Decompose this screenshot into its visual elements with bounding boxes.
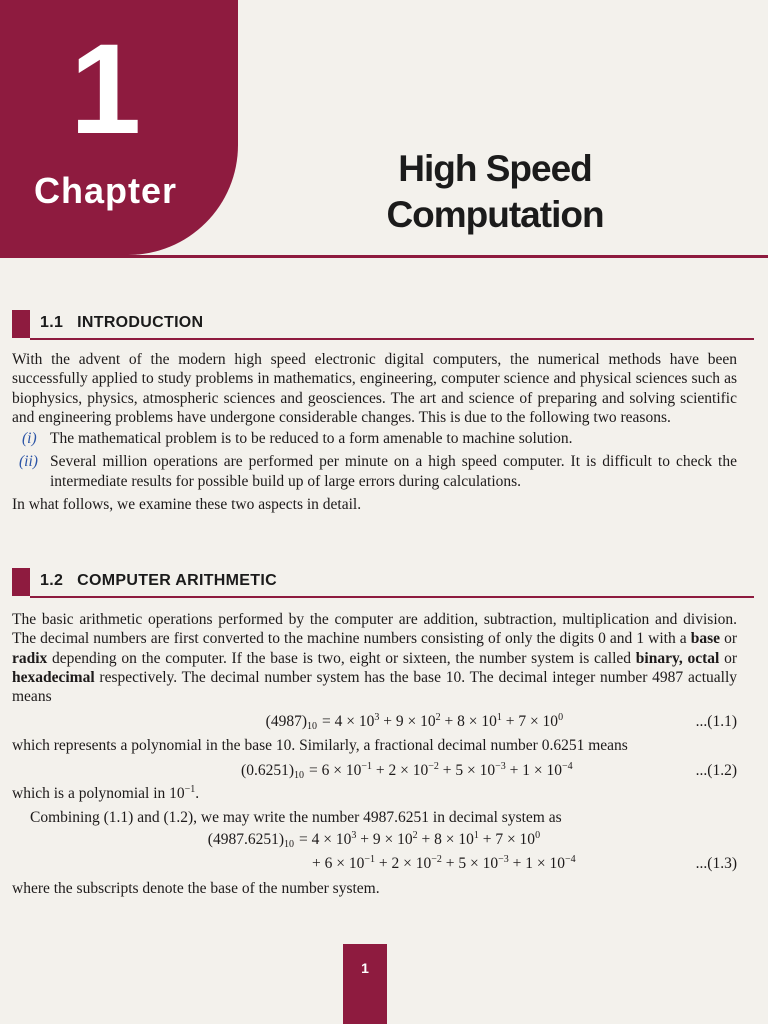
section-number: 1.1 — [40, 314, 64, 331]
computer-arithmetic-body — [12, 610, 737, 899]
list-item-text: The mathematical problem is to be reduced to a form amenable to machine solution. — [50, 430, 573, 448]
arithmetic-text: which is a polynomial in $10^{-1}$. — [12, 783, 200, 802]
equation-1-3 — [12, 830, 737, 851]
chapter-banner — [0, 0, 238, 255]
introduction-body — [12, 350, 737, 514]
section-heading-computer-arithmetic — [12, 566, 754, 596]
term-hexadecimal: hexadecimal — [12, 668, 95, 686]
list-marker: (ii) — [19, 453, 38, 471]
term-radix: radix — [12, 649, 48, 667]
term-binary: binary, — [635, 649, 683, 667]
section-marker-bar — [12, 568, 30, 596]
equation-1-1 — [12, 712, 737, 733]
section-title: COMPUTER ARITHMETIC — [77, 572, 277, 589]
arithmetic-text: Combining (1.1) and (1.2), we may write the number 4987.6251 in decimal system as — [30, 809, 562, 827]
equation-number: ...(1.1) — [695, 713, 737, 731]
equation-rhs: = $6 \times 10^{-1} + 2 \times 10^{-2} + 5 \times 10^{-3} + 1 \times 10^{-4}$ — [309, 760, 573, 779]
section-heading-introduction — [12, 308, 754, 338]
arithmetic-text: which represents a polynomial in the base 10. Similarly, a fractional decimal number 0.6251 means — [12, 737, 628, 755]
chapter-title — [360, 146, 630, 238]
arithmetic-paragraph: The basic arithmetic operations performed by the computer are addition, subtraction, multiplication and division. The decimal numbers are first converted to the machine numbers consisting of only the digits 0 and 1 with a base or radix depending on the computer. If the base is two, eight or sixteen, the number system is called binary, octal or hexadecimal respectively. The decimal number system has the base 10. The decimal integer number 4987 actually means — [12, 611, 738, 706]
equation-rhs-line-2: + $6 \times 10^{-1} + 2 \times 10^{-2} + 5 \times 10^{-3} + 1 \times 10^{-4}$ — [312, 854, 576, 873]
equation-lhs: $(0.6251)_{10}$ — [241, 761, 304, 781]
list-item-text: Several million operations are performed per minute on a high speed computer. It is difficult to check the intermediate results for possible build up of large errors during calculations. — [50, 453, 737, 490]
section-marker-bar — [12, 310, 30, 338]
term-octal: octal — [687, 649, 720, 667]
term-base: base — [690, 630, 721, 648]
equation-rhs: = $4 \times 10^3 + 9 \times 10^2 + 8 \times 10^1 + 7 \times 10^0$ — [322, 712, 564, 731]
equation-1-3-continued — [12, 854, 737, 875]
chapter-title-line-2: Computation — [386, 194, 604, 235]
equation-number: ...(1.3) — [695, 855, 737, 873]
equation-lhs: $(4987.6251)_{10}$ — [207, 831, 294, 851]
arithmetic-closing: where the subscripts denote the base of the number system. — [12, 880, 380, 898]
chapter-title-line-1: High Speed — [398, 148, 592, 189]
section-title: INTRODUCTION — [77, 314, 204, 331]
introduction-paragraph: With the advent of the modern high speed electronic digital computers, the numerical methods have been successfully applied to study problems in mathematics, engineering, computer science and physical sciences such as biophysics, physics, atmospheric sciences and geosciences. The art and science of preparing and solving scientific and engineering problems have undergone considerable changes. This is due to the following two reasons. — [12, 351, 737, 426]
list-item — [12, 429, 737, 448]
chapter-label: Chapter — [34, 170, 178, 211]
chapter-number: 1 — [70, 18, 138, 161]
list-item — [12, 452, 737, 491]
section-rule — [30, 338, 754, 340]
page-number-tab — [343, 944, 387, 1024]
equation-lhs: $(4987)_{10}$ — [265, 713, 317, 733]
equation-1-2 — [12, 761, 737, 782]
header-divider — [0, 255, 768, 258]
equation-number: ...(1.2) — [695, 761, 737, 779]
section-rule — [30, 596, 754, 598]
section-number: 1.2 — [40, 572, 64, 589]
page-number: 1 — [361, 960, 369, 976]
list-marker: (i) — [22, 430, 37, 448]
introduction-closing: In what follows, we examine these two aspects in detail. — [12, 496, 362, 514]
equation-rhs-line-1: = $4 \times 10^3 + 9 \times 10^2 + 8 \times 10^1 + 7 \times 10^0$ — [299, 830, 541, 849]
